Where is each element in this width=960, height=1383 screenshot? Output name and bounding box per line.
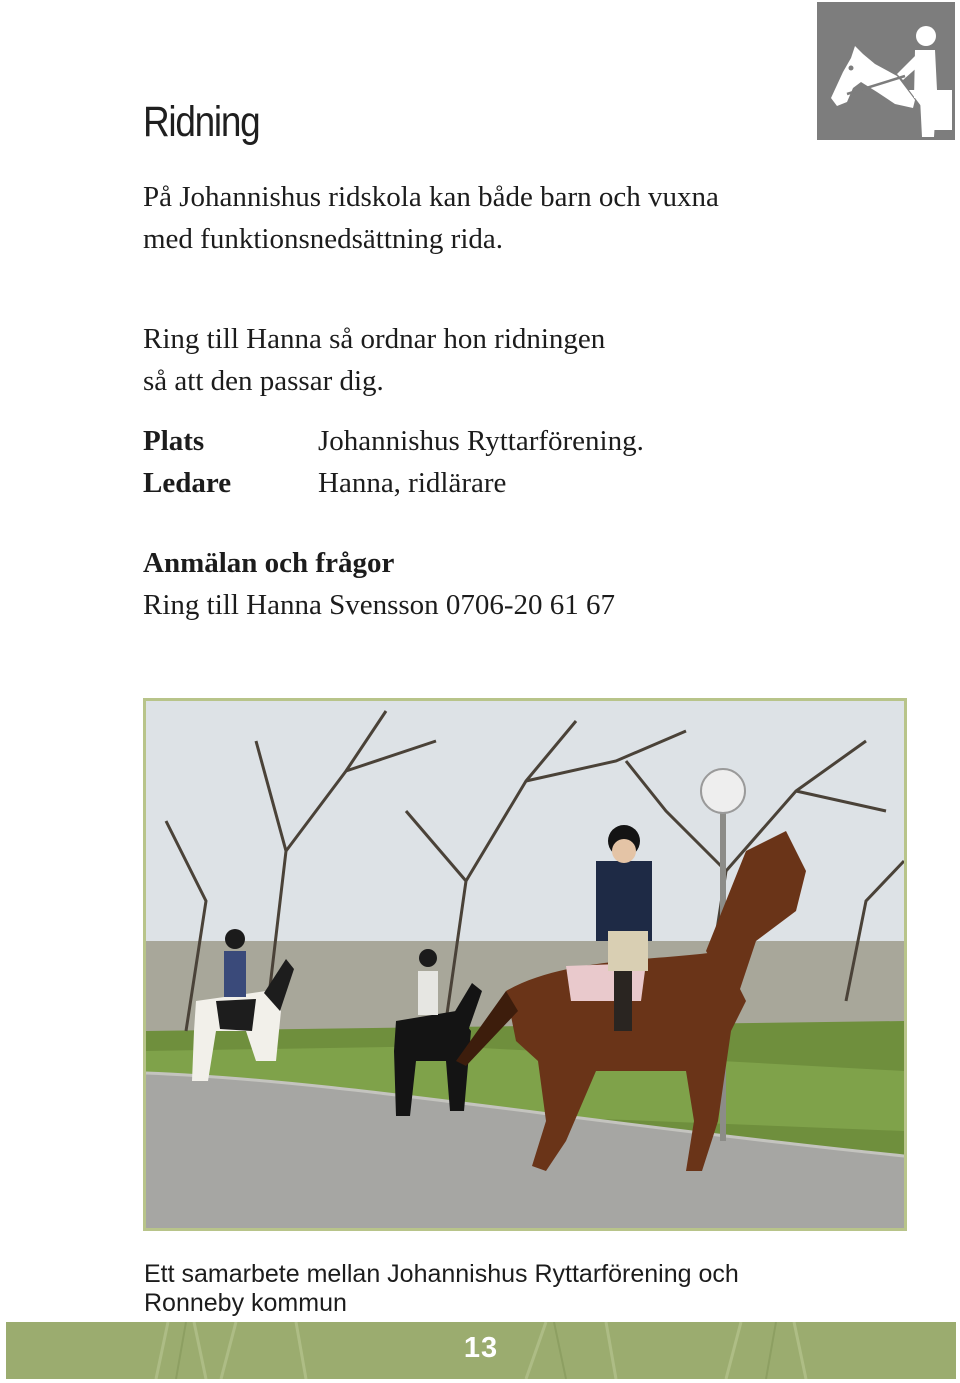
horse-rider-icon	[817, 2, 955, 140]
info-row-plats	[143, 420, 644, 462]
riding-photo	[143, 698, 907, 1231]
contact-heading: Anmälan och frågor	[143, 547, 395, 579]
call-line: så att den passar dig.	[143, 365, 384, 397]
contact-text: Ring till Hanna Svensson 0706-20 61 67	[143, 589, 616, 621]
info-value: Hanna, ridlärare	[318, 467, 507, 499]
contact-section	[143, 542, 615, 626]
info-label: Ledare	[143, 467, 232, 499]
info-list	[143, 420, 644, 504]
info-value: Johannishus Ryttarförening.	[318, 425, 644, 457]
info-label: Plats	[143, 425, 205, 457]
intro-paragraph	[143, 176, 719, 260]
intro-line: På Johannishus ridskola kan både barn och vuxna	[143, 181, 719, 213]
call-line: Ring till Hanna så ordnar hon ridningen	[143, 323, 606, 355]
footer-line: Ett samarbete mellan Johannishus Ryttarförening och	[144, 1260, 739, 1288]
page-title: Ridning	[143, 98, 260, 146]
bottom-band	[6, 1322, 956, 1379]
intro-line: med funktionsnedsättning rida.	[143, 223, 504, 255]
footer-credit	[144, 1260, 739, 1318]
page-number: 13	[463, 1332, 499, 1364]
footer-line: Ronneby kommun	[144, 1289, 347, 1317]
info-row-ledare	[143, 462, 644, 504]
call-paragraph	[143, 318, 605, 402]
